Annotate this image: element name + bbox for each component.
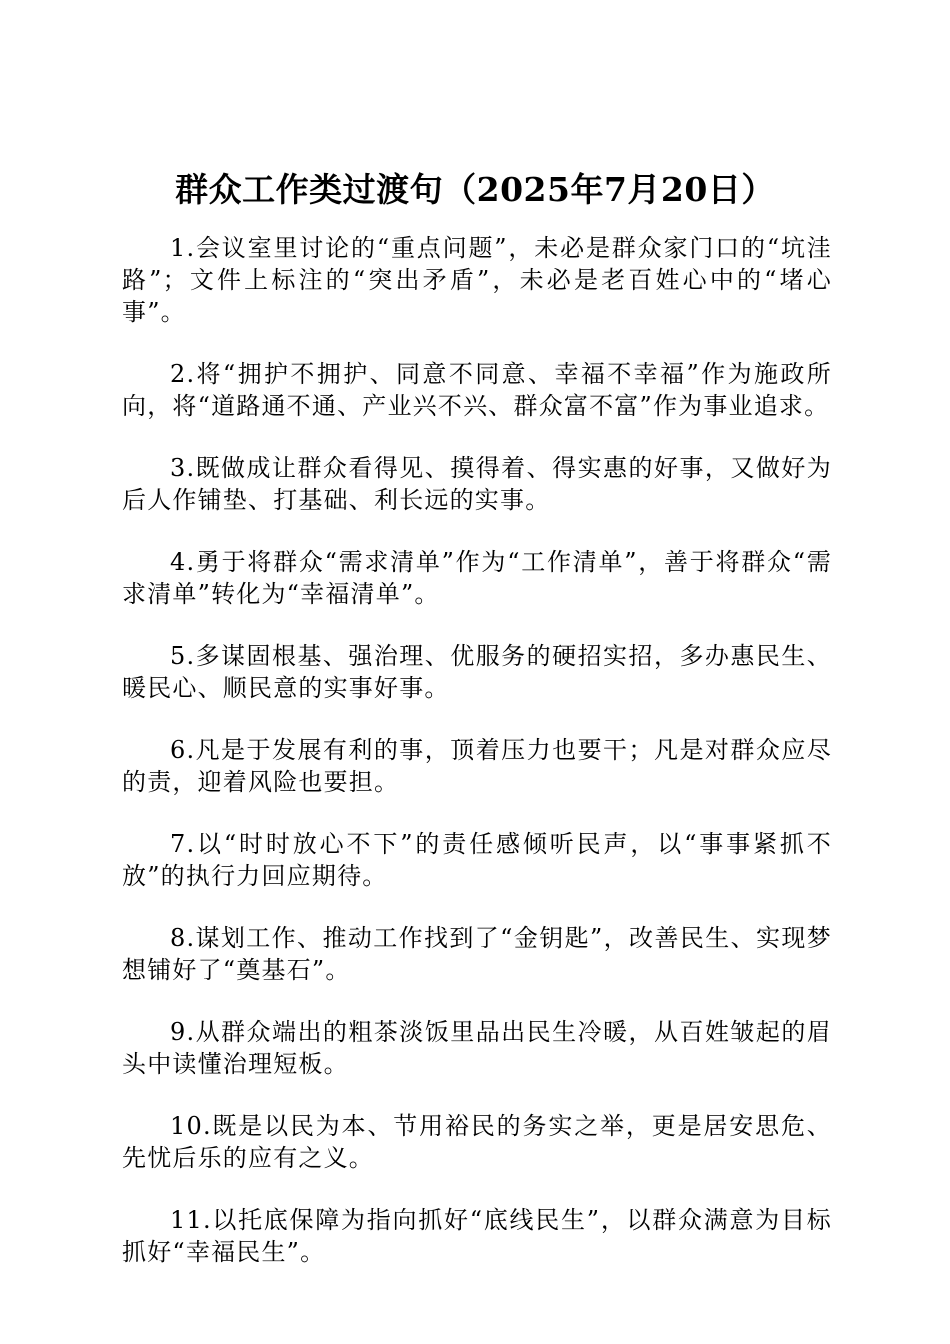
paragraph-2: 2.将“拥护不拥护、同意不同意、幸福不幸福”作为施政所向，将“道路通不通、产业兴不兴、群众富不富”作为事业追求。 [122, 360, 832, 420]
document-title: 群众工作类过渡句（2025年7月20日） [175, 170, 775, 209]
paragraph-3: 3.既做成让群众看得见、摸得着、得实惠的好事，又做好为后人作铺垫、打基础、利长远的实事。 [122, 454, 832, 514]
paragraph-9: 9.从群众端出的粗茶淡饭里品出民生冷暖，从百姓皱起的眉头中读懂治理短板。 [122, 1018, 832, 1078]
paragraph-8: 8.谋划工作、推动工作找到了“金钥匙”，改善民生、实现梦想铺好了“奠基石”。 [122, 924, 832, 984]
paragraph-10: 10.既是以民为本、节用裕民的务实之举，更是居安思危、先忧后乐的应有之义。 [122, 1112, 832, 1172]
paragraph-6: 6.凡是于发展有利的事，顶着压力也要干；凡是对群众应尽的责，迎着风险也要担。 [122, 736, 832, 796]
paragraph-11: 11.以托底保障为指向抓好“底线民生”，以群众满意为目标抓好“幸福民生”。 [122, 1206, 832, 1266]
paragraph-1: 1.会议室里讨论的“重点问题”，未必是群众家门口的“坑洼路”；文件上标注的“突出矛盾”，未必是老百姓心中的“堵心事”。 [122, 234, 832, 326]
paragraph-list [122, 232, 832, 1298]
paragraph-7: 7.以“时时放心不下”的责任感倾听民声，以“事事紧抓不放”的执行力回应期待。 [122, 830, 832, 890]
paragraph-5: 5.多谋固根基、强治理、优服务的硬招实招，多办惠民生、暖民心、顺民意的实事好事。 [122, 642, 832, 702]
paragraph-4: 4.勇于将群众“需求清单”作为“工作清单”，善于将群众“需求清单”转化为“幸福清单”。 [122, 548, 832, 608]
